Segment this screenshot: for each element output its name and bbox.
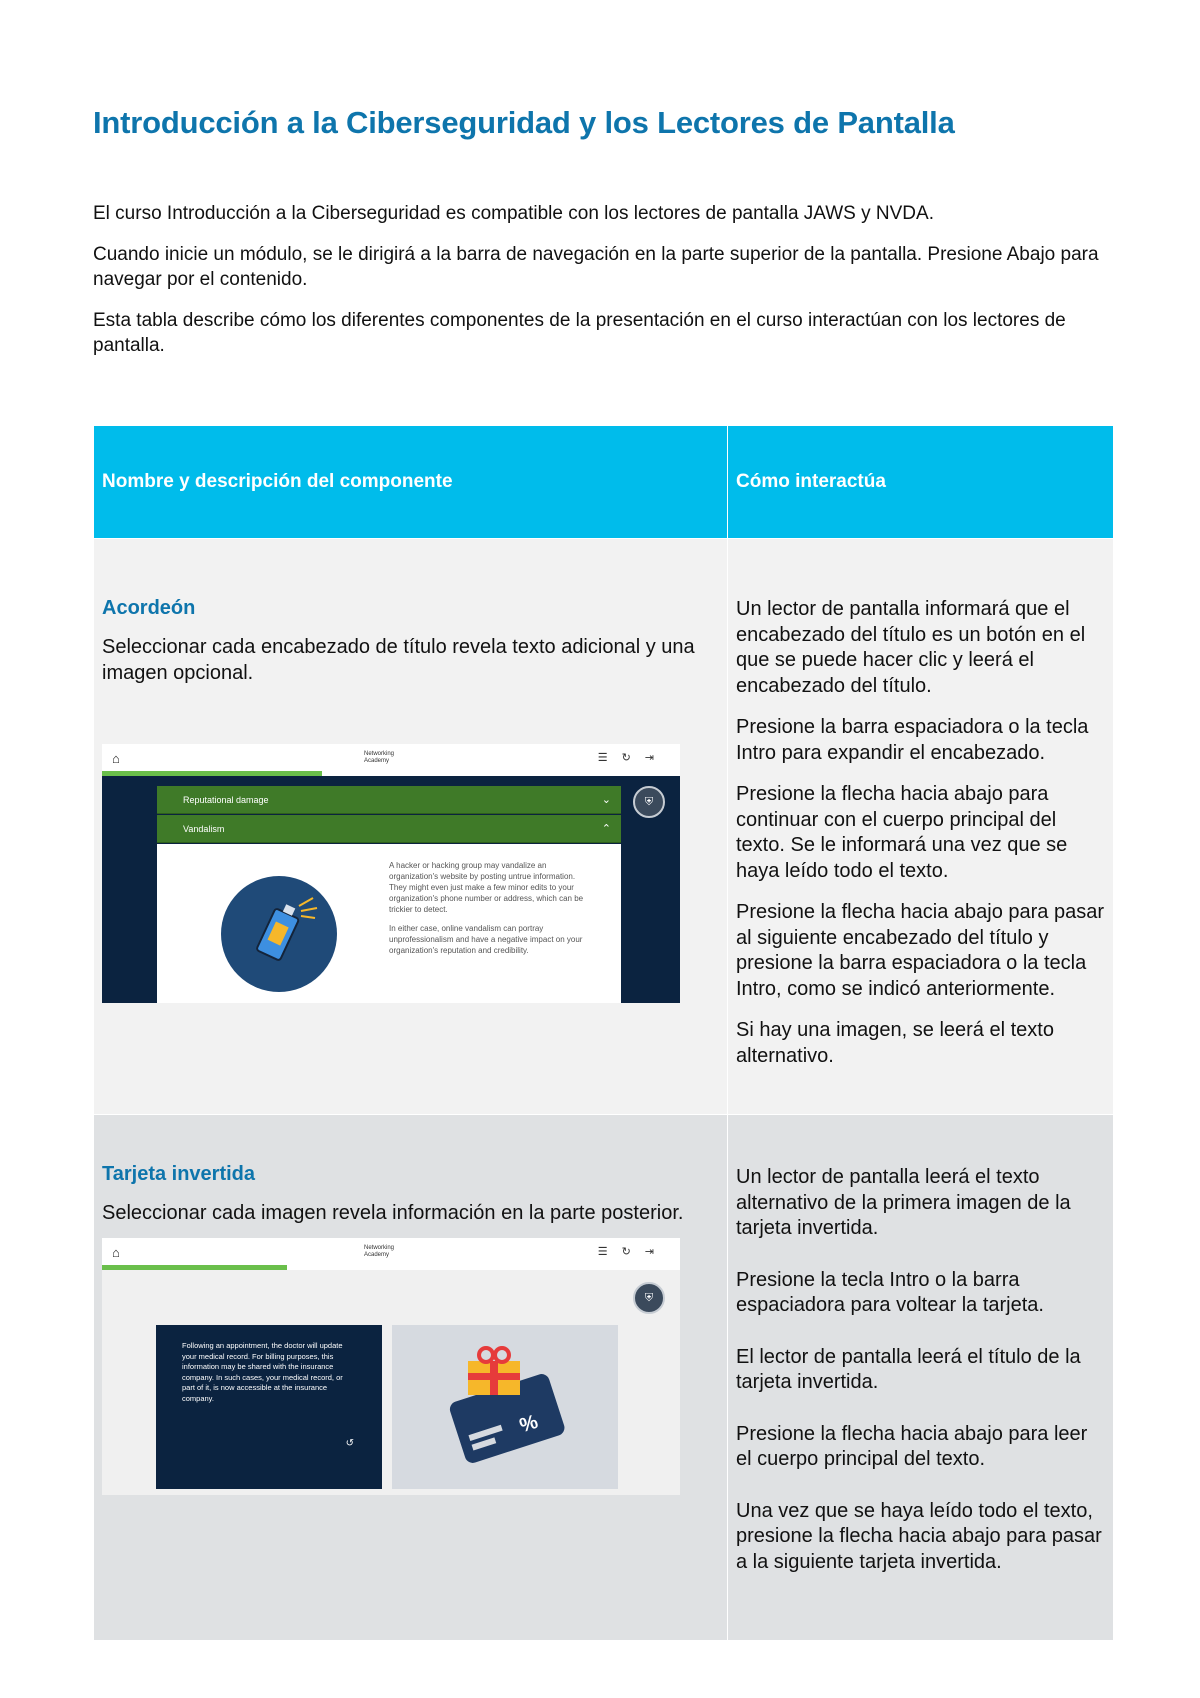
intro-paragraph: Cuando inicie un módulo, se le dirigirá a la barra de navegación en la parte superior de la pantalla. Presione Abajo para navegar por el contenido. [93,244,1099,290]
accordion-panel [157,844,621,1003]
refresh-icon: ↻ [621,1246,645,1258]
exit-icon: ⇥ [644,1246,668,1258]
flip-card-text: Following an appointment, the doctor will update your medical record. For billing purposes, this information may be shared with the insurance company. In such cases, your medical record, or part of it, is now accessible at the insurance company. [182,1341,343,1403]
accordion-header-label: Reputational damage [183,795,269,805]
chevron-up-icon: ⌃ [601,823,611,835]
interaction-step: Presione la flecha hacia abajo para leer el cuerpo principal del texto. [736,1422,1088,1470]
logo-text: Academy [364,1252,390,1258]
shield-icon: ⛨ [633,1282,665,1314]
component-name: Acordeón [102,597,196,619]
accordion-paragraph: In either case, online vandalism can portray unprofessionalism and have a negative impact on your organization's reputation and credibility. [389,924,583,955]
exit-icon: ⇥ [644,752,668,764]
toolbar-icons [598,1245,668,1258]
accordion-screenshot [102,744,680,1003]
interaction-cell [728,1115,1114,1641]
accordion-body-text [389,860,589,964]
accordion-header-label: Vandalism [183,824,225,834]
component-description: Seleccionar cada encabezado de título revela texto adicional y una imagen opcional. [102,636,695,684]
chevron-down-icon: ⌄ [601,794,611,806]
flip-card-area [102,1270,680,1495]
page-title: Introducción a la Ciberseguridad y los Lectores de Pantalla [93,105,955,140]
components-table [93,425,1114,1641]
table-row [94,1115,1114,1641]
spray-can-icon [221,876,337,992]
gift-card-icon [392,1325,618,1489]
cisco-logo [364,1245,394,1259]
logo-text: Networking [364,1245,395,1251]
interaction-step: Una vez que se haya leído todo el texto, presione la flecha hacia abajo para pasar a la siguiente tarjeta invertida. [736,1499,1102,1573]
accordion-paragraph: A hacker or hacking group may vandalize an organization's website by posting untrue information. They might even just make a few minor edits to your organization's phone number or address, which can be trickier to detect. [389,861,584,914]
interaction-step: Presione la flecha hacia abajo para pasar al siguiente encabezado del título y presione la barra espaciadora o la tecla Intro, como se indicó anteriormente. [736,901,1105,1000]
component-description: Seleccionar cada imagen revela información en la parte posterior. [102,1202,684,1224]
interaction-cell [728,539,1114,1115]
table-row [94,539,1114,1115]
component-cell [94,539,728,1115]
logo-text: Academy [364,758,390,764]
component-name: Tarjeta invertida [102,1163,256,1185]
menu-icon: ☰ [597,1246,622,1258]
logo-text: Networking [364,751,395,757]
percent-symbol: % [517,1410,541,1438]
screenshot-topbar [102,744,680,776]
menu-icon: ☰ [597,752,622,764]
flip-card-screenshot [102,1238,680,1495]
interaction-step: Presione la barra espaciadora o la tecla Intro para expandir el encabezado. [736,716,1089,764]
cisco-logo [364,751,394,765]
accordion-header-vandalism [157,815,621,843]
accordion-area [102,776,680,1003]
accordion-header-reputational [157,786,621,814]
flip-icon: ↺ [345,1437,354,1449]
flip-card-back [156,1325,382,1489]
table-header-row [94,426,1114,539]
toolbar-icons [598,751,668,764]
column-header-component: Nombre y descripción del componente [94,426,728,539]
shield-icon: ⛨ [633,786,665,818]
home-icon: ⌂ [112,751,120,766]
intro-paragraph: Esta tabla describe cómo los diferentes componentes de la presentación en el curso interactúan con los lectores de pantalla. [93,310,1066,356]
refresh-icon: ↻ [621,752,645,764]
component-cell [94,1115,728,1641]
interaction-step: Un lector de pantalla informará que el encabezado del título es un botón en el que se puede hacer clic y leerá el encabezado del título. [736,598,1086,697]
column-header-interaction: Cómo interactúa [728,426,1114,539]
screenshot-topbar [102,1238,680,1270]
interaction-step: Si hay una imagen, se leerá el texto alternativo. [736,1019,1054,1067]
interaction-step: Presione la tecla Intro o la barra espaciadora para voltear la tarjeta. [736,1268,1044,1316]
interaction-step: Presione la flecha hacia abajo para continuar con el cuerpo principal del texto. Se le informará una vez que se haya leído todo el texto. [736,783,1068,882]
intro-text [93,201,1133,374]
intro-paragraph: El curso Introducción a la Ciberseguridad es compatible con los lectores de pantalla JAWS y NVDA. [93,203,934,224]
home-icon: ⌂ [112,1245,120,1260]
interaction-step: Un lector de pantalla leerá el texto alternativo de la primera imagen de la tarjeta invertida. [736,1166,1071,1239]
interaction-step: El lector de pantalla leerá el título de la tarjeta invertida. [736,1345,1081,1393]
